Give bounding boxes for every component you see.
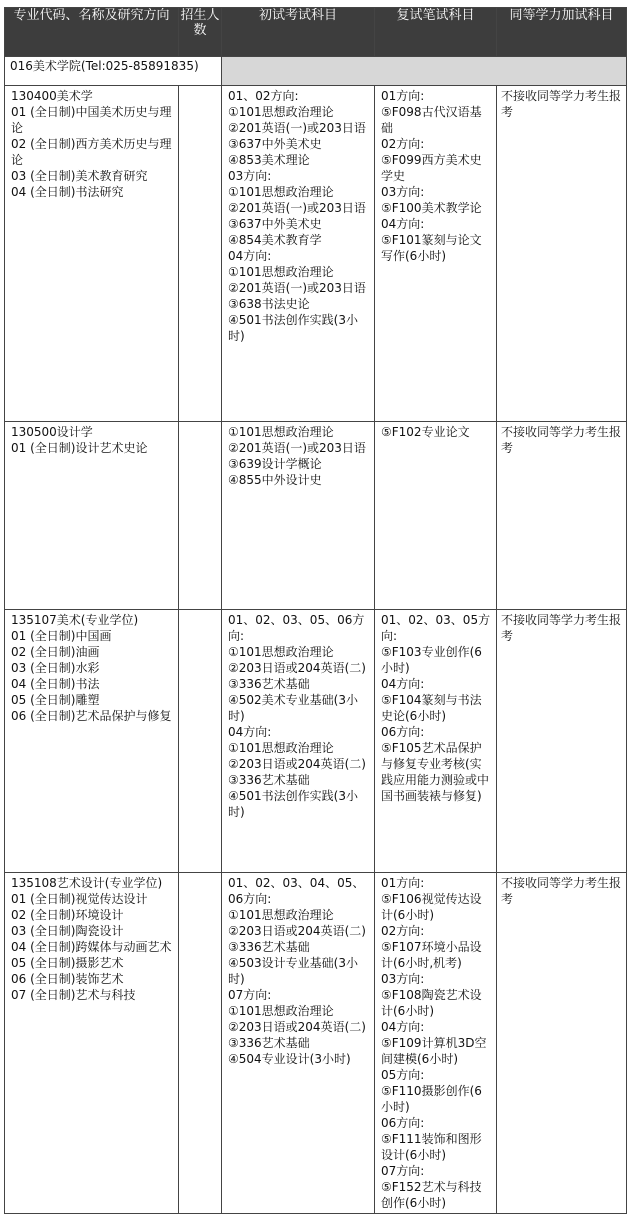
header-major: 专业代码、名称及研究方向 (5, 8, 179, 57)
initial-exam-cell: 01、02、03、05、06方向: ①101思想政治理论 ②203日语或204英语(二) ③336艺术基础 ④502美术专业基础(3小时) 04方向: ①101思想政治理论 ②203日语或204英语(二) ③336艺术基础 ④501书法创作实践(3小时) (222, 610, 375, 873)
enrollment-cell (179, 873, 222, 1214)
table-row (5, 610, 627, 873)
header-retest-exam: 复试笔试科目 (375, 8, 497, 57)
table-row (5, 422, 627, 610)
major-cell: 135107美术(专业学位) 01 (全日制)中国画 02 (全日制)油画 03 (全日制)水彩 04 (全日制)书法 05 (全日制)雕塑 06 (全日制)艺术品保护与修复 (5, 610, 179, 873)
major-cell: 130400美术学 01 (全日制)中国美术历史与理论 02 (全日制)西方美术历史与理论 03 (全日制)美术教育研究 04 (全日制)书法研究 (5, 86, 179, 422)
header-initial-exam: 初试考试科目 (222, 8, 375, 57)
header-equivalent-exam: 同等学力加试科目 (497, 8, 627, 57)
major-cell: 135108艺术设计(专业学位) 01 (全日制)视觉传达设计 02 (全日制)环境设计 03 (全日制)陶瓷设计 04 (全日制)跨媒体与动画艺术 05 (全日制)摄影艺术 06 (全日制)装饰艺术 07 (全日制)艺术与科技 (5, 873, 179, 1214)
department-row (5, 57, 627, 86)
equivalent-exam-cell: 不接收同等学力考生报考 (497, 86, 627, 422)
retest-exam-cell: 01、02、03、05方向: ⑤F103专业创作(6小时) 04方向: ⑤F104篆刻与书法史论(6小时) 06方向: ⑤F105艺术品保护与修复专业考核(实践应用能力测验或中国书画装裱与修复) (375, 610, 497, 873)
enrollment-cell (179, 610, 222, 873)
initial-exam-cell: 01、02方向: ①101思想政治理论 ②201英语(一)或203日语 ③637中外美术史 ④853美术理论 03方向: ①101思想政治理论 ②201英语(一)或203日语 ③637中外美术史 ④854美术教育学 04方向: ①101思想政治理论 ②201英语(一)或203日语 ③638书法史论 ④501书法创作实践(3小时) (222, 86, 375, 422)
retest-exam-cell: ⑤F102专业论文 (375, 422, 497, 610)
enrollment-cell (179, 422, 222, 610)
major-cell: 130500设计学 01 (全日制)设计艺术史论 (5, 422, 179, 610)
initial-exam-cell: 01、02、03、04、05、06方向: ①101思想政治理论 ②203日语或204英语(二) ③336艺术基础 ④503设计专业基础(3小时) 07方向: ①101思想政治理论 ②203日语或204英语(二) ③336艺术基础 ④504专业设计(3小时) (222, 873, 375, 1214)
department-filler (222, 57, 627, 86)
equivalent-exam-cell: 不接收同等学力考生报考 (497, 610, 627, 873)
enrollment-cell (179, 86, 222, 422)
initial-exam-cell: ①101思想政治理论 ②201英语(一)或203日语 ③639设计学概论 ④855中外设计史 (222, 422, 375, 610)
admissions-table (4, 7, 627, 1214)
department-label: 016美术学院(Tel:025-85891835) (5, 57, 222, 86)
equivalent-exam-cell: 不接收同等学力考生报考 (497, 422, 627, 610)
retest-exam-cell: 01方向: ⑤F106视觉传达设计(6小时) 02方向: ⑤F107环境小品设计(6小时,机考) 03方向: ⑤F108陶瓷艺术设计(6小时) 04方向: ⑤F109计算机3D空间建模(6小时) 05方向: ⑤F110摄影创作(6小时) 06方向: ⑤F111装饰和图形设计(6小时) 07方向: ⑤F152艺术与科技创作(6小时) (375, 873, 497, 1214)
table-row (5, 873, 627, 1214)
header-enrollment: 招生人数 (179, 8, 222, 57)
equivalent-exam-cell: 不接收同等学力考生报考 (497, 873, 627, 1214)
table-row (5, 86, 627, 422)
header-row (5, 8, 627, 57)
retest-exam-cell: 01方向: ⑤F098古代汉语基础 02方向: ⑤F099西方美术史学史 03方向: ⑤F100美术教学论 04方向: ⑤F101篆刻与论文写作(6小时) (375, 86, 497, 422)
